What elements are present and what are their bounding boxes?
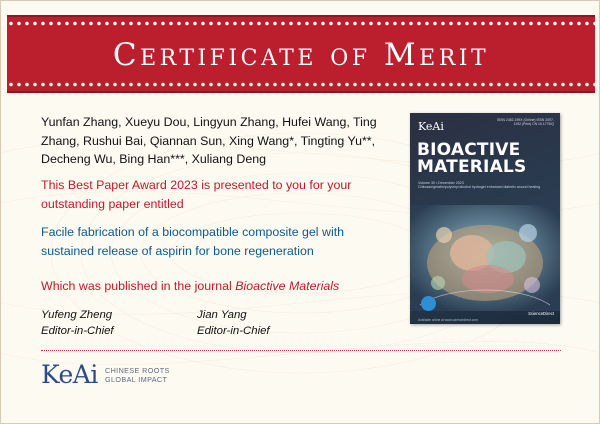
cover-sciencedirect: ScienceDirect [528,311,554,316]
cover-title-line-2: MATERIALS [417,157,527,177]
banner-scalloped-edge-bottom [7,82,595,87]
editor-role: Editor-in-Chief [41,325,114,337]
journal-prefix: Which was published in the journal [41,279,236,293]
publisher-logo-mark: KeAi [41,360,98,389]
editor-name: Yufeng Zheng [41,309,113,321]
tagline-line-2: GLOBAL IMPACT [105,374,168,384]
award-statement: This Best Paper Award 2023 is presented to you for your outstanding paper entitled [41,178,352,211]
journal-name: Bioactive Materials [235,279,340,293]
publisher-tagline [105,367,195,384]
cover-artwork [410,205,560,311]
certificate-title: Certificate of Merit [112,37,490,73]
cover-issn: ISSN 2452-199X (Online) ISSN 2097-1192 (Print) CN 10-1775/Q [497,118,554,127]
cover-title [417,142,557,176]
editor-signature-2 [197,307,347,339]
publisher-logo [41,358,241,394]
cover-volume: Volume 30 • December 2023 [418,181,464,185]
paper-title: Facile fabrication of a biocompatible composite gel with sustained release of aspirin for bone regeneration [41,225,345,258]
journal-cover-image [410,113,560,324]
cover-subtitle [418,181,548,190]
cover-footer: Available online at www.sciencedirect.com [418,318,478,322]
cover-story: Chitosan/gelatin/polyvinyl alcohol hydrogel enhanced diabetic wound healing [418,185,541,190]
author-list: Yunfan Zhang, Xueyu Dou, Lingyun Zhang, Hufei Wang, Ting Zhang, Rushui Bai, Qiannan Sun, Xing Wang*, Tingting Yu**, Decheng Wu, Bing Han***, Xuliang Deng [41,115,377,166]
footer-divider [41,350,561,351]
editor-signature-1 [41,307,191,339]
tagline-line-1: CHINESE ROOTS [105,366,170,375]
title-banner [7,15,595,93]
cover-badge-icon [421,296,436,311]
cover-title-line-1: BIOACTIVE [417,140,521,160]
editor-name: Jian Yang [197,309,247,321]
editor-role: Editor-in-Chief [197,325,270,337]
banner-scalloped-edge-top [7,21,595,26]
journal-statement [41,277,401,296]
cover-publisher: KeAi [418,120,444,133]
